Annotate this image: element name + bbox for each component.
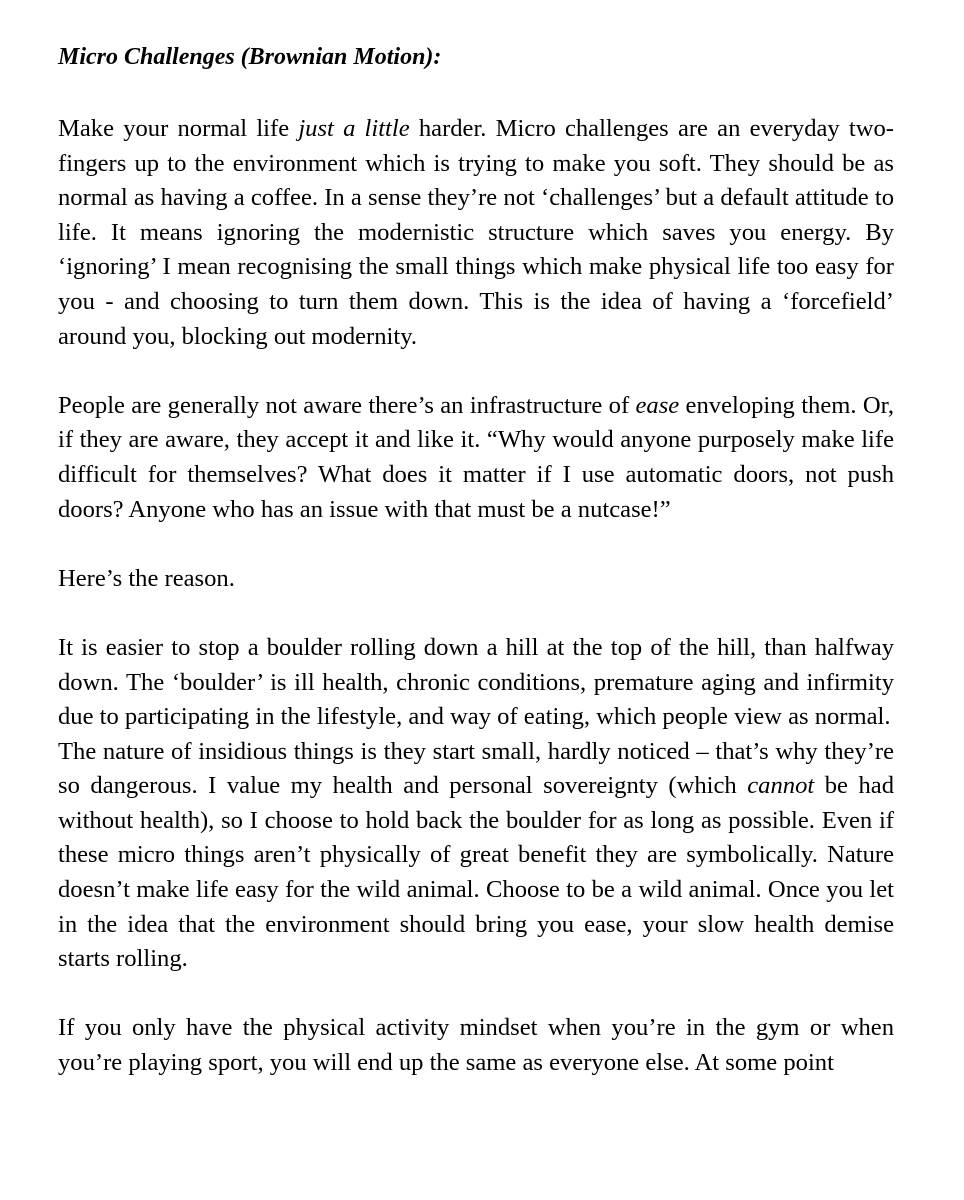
paragraph-text: harder. Micro challenges are an everyday two-fingers up to the environment which is trying to make you soft. They should be as normal as having a coffee. In a sense they’re not ‘challenges’ but a default attitude to life. It means ignoring the modernistic structure which saves you energy. By ‘ignoring’ I mean recognising the small things which make physical life too easy for you - and choosing to turn them down. This is the idea of having a ‘forcefield’ around you, blocking out modernity. (58, 115, 894, 350)
paragraph-gap (58, 527, 894, 562)
paragraph-infrastructure-of-ease (58, 389, 894, 527)
emphasis-text: ease (635, 391, 680, 419)
paragraph-boulder: It is easier to stop a boulder rolling down a hill at the top of the hill, than halfway down. The ‘boulder’ is ill health, chronic conditions, premature aging and infirmity due to participating in the lifestyle, and way of eating, which people view as normal. (58, 633, 894, 731)
document-page (58, 40, 894, 1081)
paragraph-micro-challenges (58, 112, 894, 354)
emphasis-text: just a little (298, 115, 410, 142)
paragraph-gap (58, 354, 894, 389)
paragraph-insidious-things (58, 735, 894, 977)
paragraph-gap (58, 596, 894, 631)
emphasis-text: cannot (747, 772, 815, 800)
section-heading: Micro Challenges (Brownian Motion): (58, 44, 442, 70)
paragraph-text: People are generally not aware there’s an infrastructure of (58, 391, 636, 419)
paragraph-reason: Here’s the reason. (58, 564, 235, 592)
paragraph-text: Make your normal life (58, 115, 299, 142)
paragraph-text: enveloping them. Or, if they are aware, they accept it and like it. “Why would anyone purposely make life difficult for themselves? What does it matter if I use automatic doors, not push doors? Anyone who has an issue with that must be a nutcase!” (58, 391, 894, 523)
paragraph-text: The nature of insidious things is they start small, hardly noticed – that’s why they’re so dangerous. I value my health and personal sovereignty (which (58, 737, 894, 800)
paragraph-physical-activity-mindset: If you only have the physical activity mindset when you’re in the gym or when you’re playing sport, you will end up the same as everyone else. At some point (58, 1014, 894, 1077)
paragraph-text: be had without health), so I choose to hold back the boulder for as long as possible. Even if these micro things aren’t physically of great benefit they are symbolically. Nature doesn’t make life easy for the wild animal. Choose to be a wild animal. Once you let in the idea that the environment should bring you ease, your slow health demise starts rolling. (58, 772, 894, 973)
paragraph-gap (58, 977, 894, 1012)
